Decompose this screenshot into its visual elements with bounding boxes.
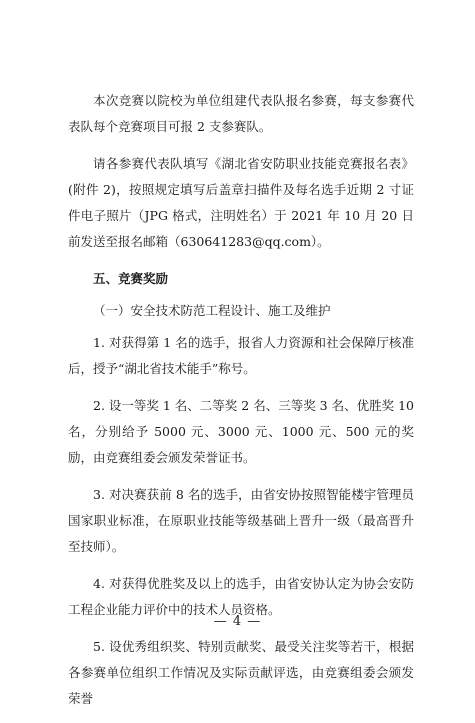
award-item-3: 3. 对决赛获前 8 名的选手，由省安协按照智能楼宇管理员国家职业标准，在原职业技能等级基础上晋升一级（最高晋升至技师）。 [68,487,414,554]
page-number: — 4 — [213,614,262,629]
paragraph-team-registration: 本次竞赛以院校为单位组建代表队报名参赛，每支参赛代表队每个竞赛项目可报 2 支参赛队。 [68,93,414,134]
award-item-5: 5. 设优秀组织奖、特别贡献奖、最受关注奖等若干，根据各参赛单位组织工作情况及实际贡献评选，由竞赛组委会颁发荣誉 [68,639,414,706]
subsection-heading: （一）安全技术防范工程设计、施工及维护 [93,303,331,318]
award-item-1: 1. 对获得第 1 名的选手，报省人力资源和社会保障厅核准后，授予“湖北省技术能手”称号。 [68,335,414,376]
award-item-4: 4. 对获得优胜奖及以上的选手，由省安协认定为协会安防工程企业能力评价中的技术人员资格。 [68,576,414,617]
award-item-2: 2. 设一等奖 1 名、二等奖 2 名、三等奖 3 名、优胜奖 10 名，分别给予 5000 元、3000 元、1000 元、500 元的奖励，由竞赛组委会颁发荣誉证书。 [68,398,414,465]
section-heading-awards: 五、竞赛奖励 [93,271,169,286]
paragraph-registration-form: 请各参赛代表队填写《湖北省安防职业技能竞赛报名表》(附件 2)，按照规定填写后盖章扫描件及每名选手近期 2 寸证件电子照片（JPG 格式，注明姓名）于 2021 年 10 月 20 日前发送至报名邮箱（630641283@qq.com）。 [68,156,414,249]
